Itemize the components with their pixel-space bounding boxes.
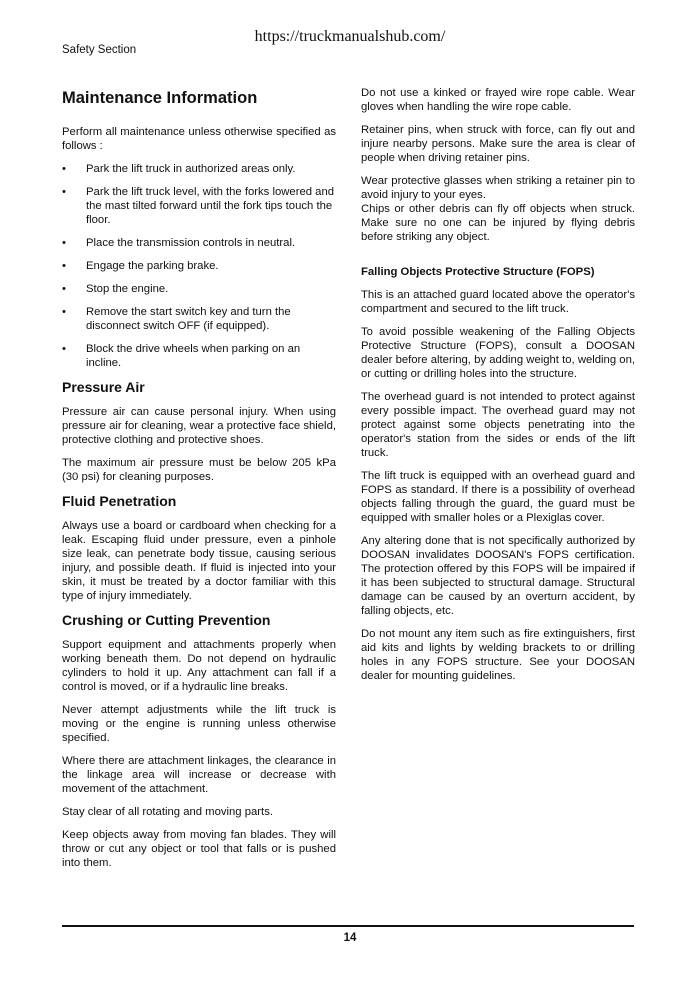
bullet-icon: • <box>62 186 66 198</box>
list-item-text: Park the lift truck level, with the forks lowered and the mast tilted forward until the fork tips touch the floor. <box>86 186 335 226</box>
list-item-text: Park the lift truck in authorized areas only. <box>86 163 296 175</box>
fluid-penetration-paragraph: Always use a board or cardboard when checking for a leak. Escaping fluid under pressure, even a pinhole size leak, can penetrate body tissue, causing serious injury, and possible death. If fluid is injected into your skin, it must be treated by a doctor familiar with this type of injury immediately. <box>62 520 336 602</box>
title-maintenance-information: Maintenance Information <box>62 89 258 107</box>
list-item <box>62 162 336 176</box>
list-item <box>62 259 336 273</box>
fops-paragraph-3: The overhead guard is not intended to protect against every possible impact. The overhead guard may not protect against some objects penetrating into the operator's station from the sides or ends of the lift truck. <box>361 391 635 459</box>
spacer <box>361 253 635 265</box>
fops-paragraph-5: Any altering done that is not specifically authorized by DOOSAN invalidates DOOSAN's FOPS certification. The protection offered by this FOPS will be impaired if it has been subjected to structural damage. Structural damage can be caused by an overturn accident, by falling objects, etc. <box>361 535 635 617</box>
fops-paragraph-1: This is an attached guard located above the operator's compartment and secured to the lift truck. <box>361 289 635 315</box>
fops-paragraph-4: The lift truck is equipped with an overhead guard and FOPS as standard. If there is a possibility of overhead objects falling through the guard, the guard must be equipped with smaller holes or a Plexiglas cover. <box>361 470 635 524</box>
bullet-icon: • <box>62 306 66 318</box>
intro-paragraph: Perform all maintenance unless otherwise specified as follows : <box>62 126 336 152</box>
fops-paragraph-6: Do not mount any item such as fire extinguishers, first aid kits and lights by welding brackets to or drilling holes in any FOPS structure. See your DOOSAN dealer for mounting guidelines. <box>361 628 635 682</box>
list-item <box>62 236 336 250</box>
right-column <box>361 86 635 692</box>
protective-glasses-paragraph: Wear protective glasses when striking a retainer pin to avoid injury to your eyes. <box>361 175 635 201</box>
bullet-icon: • <box>62 237 66 249</box>
site-url[interactable]: https://truckmanualshub.com/ <box>254 28 446 45</box>
page-number: 14 <box>343 932 357 944</box>
pressure-air-paragraph-2: The maximum air pressure must be below 205 kPa (30 psi) for cleaning purposes. <box>62 457 336 483</box>
list-item <box>62 282 336 296</box>
bullet-icon: • <box>62 163 66 175</box>
list-item-text: Place the transmission controls in neutral. <box>86 237 296 249</box>
bullet-icon: • <box>62 343 66 355</box>
crushing-paragraph-1: Support equipment and attachments properly when working beneath them. Do not depend on hydraulic cylinders to hold it up. Any attachment can fall if a control is moved, or if a hydraulic line breaks. <box>62 639 336 693</box>
section-label: Safety Section <box>62 44 137 56</box>
heading-fops: Falling Objects Protective Structure (FOPS) <box>361 266 595 278</box>
crushing-paragraph-5: Keep objects away from moving fan blades. They will throw or cut any object or tool that falls or is pushed into them. <box>62 829 336 869</box>
left-column <box>62 86 336 879</box>
list-item-text: Engage the parking brake. <box>86 260 219 272</box>
pressure-air-paragraph-1: Pressure air can cause personal injury. When using pressure air for cleaning, wear a protective face shield, protective clothing and protective shoes. <box>62 406 336 446</box>
crushing-paragraph-3: Where there are attachment linkages, the clearance in the linkage area will increase or decrease with movement of the attachment. <box>62 755 336 795</box>
flying-debris-paragraph: Chips or other debris can fly off objects when struck. Make sure no one can be injured by flying debris before striking any object. <box>361 203 635 243</box>
crushing-paragraph-2: Never attempt adjustments while the lift truck is moving or the engine is running unless otherwise specified. <box>62 704 336 744</box>
list-item <box>62 342 336 370</box>
list-item-text: Remove the start switch key and turn the disconnect switch OFF (if equipped). <box>86 306 291 332</box>
crushing-paragraph-4: Stay clear of all rotating and moving parts. <box>62 806 273 818</box>
footer-divider <box>62 925 634 927</box>
maintenance-steps-list <box>62 162 336 370</box>
heading-fluid-penetration: Fluid Penetration <box>62 493 177 509</box>
heading-crushing-cutting: Crushing or Cutting Prevention <box>62 612 271 628</box>
heading-pressure-air: Pressure Air <box>62 379 145 395</box>
list-item-text: Stop the engine. <box>86 283 169 295</box>
list-item-text: Block the drive wheels when parking on an incline. <box>86 343 301 369</box>
bullet-icon: • <box>62 283 66 295</box>
retainer-pins-paragraph: Retainer pins, when struck with force, can fly out and injure nearby persons. Make sure the area is clear of people when driving retainer pins. <box>361 124 635 164</box>
list-item <box>62 305 336 333</box>
list-item <box>62 185 336 227</box>
fops-paragraph-2: To avoid possible weakening of the Falling Objects Protective Structure (FOPS), consult a DOOSAN dealer before altering, by adding weight to, welding on, or cutting or drilling holes into the structure. <box>361 326 635 380</box>
wire-rope-paragraph: Do not use a kinked or frayed wire rope cable. Wear gloves when handling the wire rope cable. <box>361 87 635 113</box>
bullet-icon: • <box>62 260 66 272</box>
